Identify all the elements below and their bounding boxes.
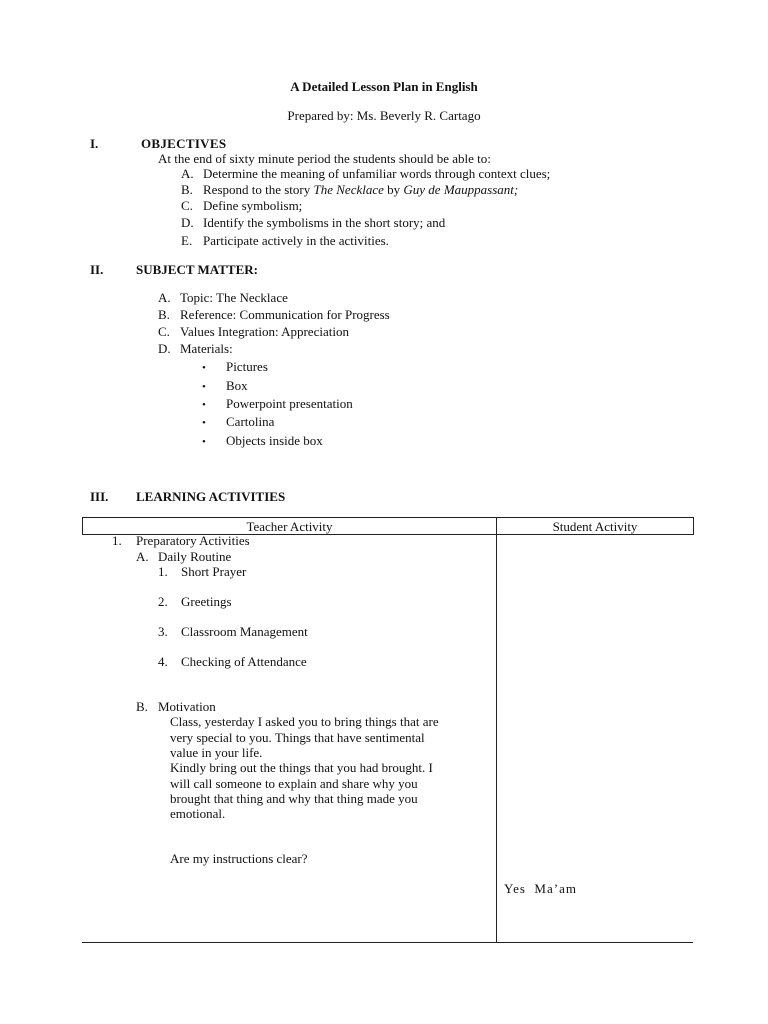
list-item: B. Respond to the story The Necklace by Guy de Mauppassant; [181, 182, 519, 197]
list-item: A. Topic: The Necklace [158, 290, 288, 305]
section-number-learning-activities: III. [90, 489, 109, 504]
routine-item: 3. Classroom Management [158, 624, 308, 639]
bullet-icon: • [202, 417, 206, 429]
daily-routine: A. Daily Routine [136, 549, 232, 564]
story-author: Guy de Mauppassant; [403, 182, 519, 197]
bullet-icon: • [202, 399, 206, 411]
list-item: A. Determine the meaning of unfamiliar words through context clues; [181, 166, 551, 181]
list-item: C. Define symbolism; [181, 198, 303, 213]
bullet-icon: • [202, 436, 206, 448]
section-heading-learning-activities: LEARNING ACTIVITIES [136, 489, 286, 504]
bullet-item: • Box [202, 378, 248, 393]
preparatory-activities: 1. Preparatory Activities [112, 533, 250, 548]
objectives-intro: At the end of sixty minute period the students should be able to: [158, 151, 491, 166]
bullet-item: • Powerpoint presentation [202, 396, 353, 411]
list-item: E. Participate actively in the activities. [181, 233, 389, 248]
student-response: Yes Ma’am [504, 881, 577, 896]
list-item: B. Reference: Communication for Progress [158, 307, 390, 322]
list-item: D. Materials: [158, 341, 233, 356]
bullet-item: • Objects inside box [202, 433, 323, 448]
section-number-subject-matter: II. [90, 262, 104, 277]
routine-item: 4. Checking of Attendance [158, 654, 307, 669]
list-item: D. Identify the symbolisms in the short story; and [181, 215, 446, 230]
bullet-icon: • [202, 381, 206, 393]
document-title: A Detailed Lesson Plan in English [290, 79, 478, 94]
routine-item: 2. Greetings [158, 594, 232, 609]
section-heading-objectives: OBJECTIVES [141, 136, 227, 151]
column-divider [496, 534, 497, 942]
story-title: The Necklace [313, 182, 384, 197]
prepared-by: Prepared by: Ms. Beverly R. Cartago [287, 108, 481, 123]
column-header-teacher: Teacher Activity [83, 518, 497, 535]
bullet-item: • Pictures [202, 359, 268, 374]
table-header-row [83, 518, 694, 535]
section-number-objectives: I. [90, 136, 99, 151]
routine-item: 1. Short Prayer [158, 564, 247, 579]
section-heading-subject-matter: SUBJECT MATTER: [136, 262, 258, 277]
bullet-item: • Cartolina [202, 414, 275, 429]
list-item: C. Values Integration: Appreciation [158, 324, 349, 339]
motivation-heading: B. Motivation [136, 699, 216, 714]
column-header-student: Student Activity [497, 518, 694, 535]
bullet-icon: • [202, 362, 206, 374]
instructions-question: Are my instructions clear? [170, 851, 308, 866]
